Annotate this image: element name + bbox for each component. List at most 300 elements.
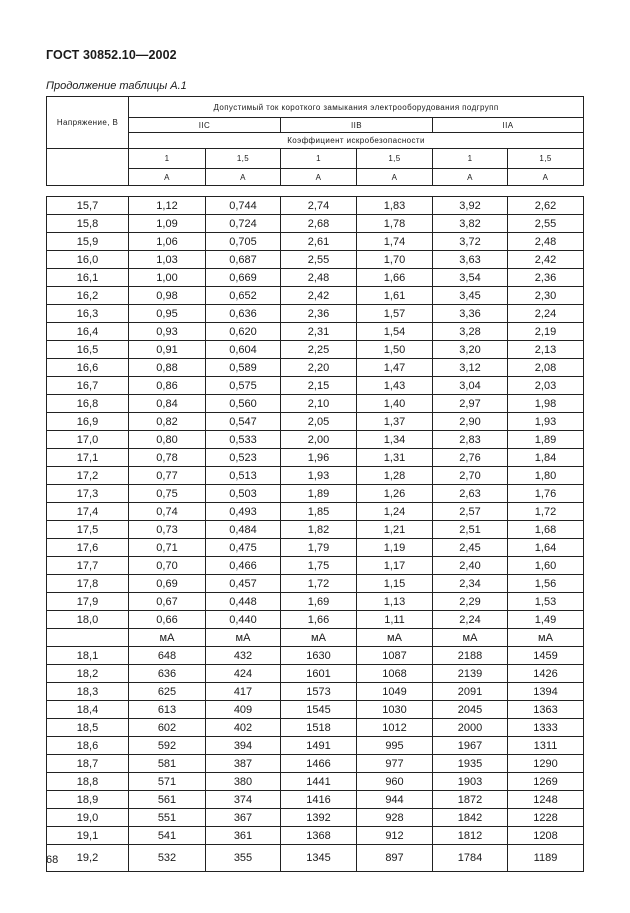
current-cell: 1030	[357, 701, 433, 719]
voltage-cell: 18,5	[47, 719, 129, 737]
current-cell: 1368	[281, 827, 357, 845]
current-cell: 912	[357, 827, 433, 845]
current-cell: 2,55	[508, 215, 584, 233]
voltage-cell: 17,5	[47, 521, 129, 539]
current-cell: 1,89	[508, 431, 584, 449]
current-cell: 0,620	[206, 323, 281, 341]
factor-header: 1	[281, 149, 357, 169]
table-row	[47, 323, 584, 341]
current-cell: 0,466	[206, 557, 281, 575]
current-cell: 1,28	[357, 467, 433, 485]
current-cell: 2,76	[433, 449, 508, 467]
current-cell: мА	[206, 629, 281, 647]
table-caption: Продолжение таблицы А.1	[46, 80, 187, 92]
current-cell: 613	[129, 701, 206, 719]
table-row	[47, 647, 584, 665]
current-cell: 561	[129, 791, 206, 809]
current-cell: 1,03	[129, 251, 206, 269]
current-cell: 2,24	[433, 611, 508, 629]
current-cell: 1,74	[357, 233, 433, 251]
table-row	[47, 269, 584, 287]
current-cell: 2,48	[508, 233, 584, 251]
current-cell: 1,43	[357, 377, 433, 395]
factor-header: 1,5	[508, 149, 584, 169]
table-row	[47, 521, 584, 539]
current-cell: 0,523	[206, 449, 281, 467]
table-row	[47, 827, 584, 845]
current-cell: 0,669	[206, 269, 281, 287]
current-cell: 0,503	[206, 485, 281, 503]
voltage-cell: 15,8	[47, 215, 129, 233]
current-cell: 2,25	[281, 341, 357, 359]
current-cell: 1,85	[281, 503, 357, 521]
current-cell: 2,48	[281, 269, 357, 287]
current-cell: 0,95	[129, 305, 206, 323]
unit-header: А	[433, 169, 508, 186]
current-cell: 977	[357, 755, 433, 773]
current-cell: 2,20	[281, 359, 357, 377]
table-row	[47, 359, 584, 377]
table-row	[47, 377, 584, 395]
table-row	[47, 773, 584, 791]
current-cell: 1,72	[281, 575, 357, 593]
current-cell: 1,96	[281, 449, 357, 467]
current-cell: 1,83	[357, 197, 433, 215]
current-cell: 2,45	[433, 539, 508, 557]
current-cell: 944	[357, 791, 433, 809]
current-cell: 3,82	[433, 215, 508, 233]
current-cell: 1,26	[357, 485, 433, 503]
current-cell: 1,11	[357, 611, 433, 629]
current-cell: 0,88	[129, 359, 206, 377]
current-cell: 1,34	[357, 431, 433, 449]
table-row	[47, 719, 584, 737]
voltage-cell: 16,5	[47, 341, 129, 359]
current-cell: 0,724	[206, 215, 281, 233]
table-row	[47, 503, 584, 521]
current-cell: 625	[129, 683, 206, 701]
current-cell: 1394	[508, 683, 584, 701]
voltage-cell: 17,2	[47, 467, 129, 485]
current-cell: 2,10	[281, 395, 357, 413]
current-cell: 1269	[508, 773, 584, 791]
current-cell: 1,09	[129, 215, 206, 233]
current-cell: 2,30	[508, 287, 584, 305]
current-cell: 3,12	[433, 359, 508, 377]
current-cell: 0,86	[129, 377, 206, 395]
current-cell: 361	[206, 827, 281, 845]
current-cell: 0,67	[129, 593, 206, 611]
current-cell: 2,57	[433, 503, 508, 521]
current-cell: 2139	[433, 665, 508, 683]
current-cell: 928	[357, 809, 433, 827]
current-cell: 0,84	[129, 395, 206, 413]
voltage-cell: 18,9	[47, 791, 129, 809]
table-row	[47, 431, 584, 449]
current-cell: 541	[129, 827, 206, 845]
voltage-cell: 17,6	[47, 539, 129, 557]
current-cell: 0,77	[129, 467, 206, 485]
table-row	[47, 845, 584, 872]
current-cell: 551	[129, 809, 206, 827]
data-table	[46, 196, 584, 872]
current-cell: 3,45	[433, 287, 508, 305]
current-cell: 2,55	[281, 251, 357, 269]
current-cell: 1,78	[357, 215, 433, 233]
unit-header: А	[508, 169, 584, 186]
current-cell: 0,493	[206, 503, 281, 521]
current-cell: 0,93	[129, 323, 206, 341]
factor-header: 1,5	[357, 149, 433, 169]
current-cell: 0,547	[206, 413, 281, 431]
unit-header: А	[357, 169, 433, 186]
voltage-cell: 18,8	[47, 773, 129, 791]
current-cell: 1,21	[357, 521, 433, 539]
current-cell: 1,00	[129, 269, 206, 287]
current-cell: 1,70	[357, 251, 433, 269]
current-cell: 1,06	[129, 233, 206, 251]
voltage-cell: 18,1	[47, 647, 129, 665]
voltage-cell: 16,8	[47, 395, 129, 413]
current-cell: 2,63	[433, 485, 508, 503]
table-row	[47, 791, 584, 809]
current-cell: 1,64	[508, 539, 584, 557]
current-cell: 0,75	[129, 485, 206, 503]
table-row	[47, 449, 584, 467]
voltage-cell: 18,2	[47, 665, 129, 683]
voltage-cell: 17,1	[47, 449, 129, 467]
current-cell: 2188	[433, 647, 508, 665]
current-cell: 0,484	[206, 521, 281, 539]
current-cell: 367	[206, 809, 281, 827]
current-cell: 1,54	[357, 323, 433, 341]
current-cell: 1872	[433, 791, 508, 809]
table-row	[47, 215, 584, 233]
current-cell: мА	[357, 629, 433, 647]
table-row	[47, 485, 584, 503]
current-cell: 1,66	[357, 269, 433, 287]
current-cell: 1392	[281, 809, 357, 827]
voltage-cell: 18,0	[47, 611, 129, 629]
voltage-cell: 17,7	[47, 557, 129, 575]
current-cell: 1441	[281, 773, 357, 791]
table-row	[47, 737, 584, 755]
current-cell: 2,08	[508, 359, 584, 377]
current-cell: 1049	[357, 683, 433, 701]
current-cell: 1466	[281, 755, 357, 773]
current-cell: 3,63	[433, 251, 508, 269]
current-cell: 995	[357, 737, 433, 755]
voltage-cell: 16,1	[47, 269, 129, 287]
current-cell: 380	[206, 773, 281, 791]
table-row	[47, 665, 584, 683]
voltage-cell	[47, 629, 129, 647]
current-cell: 1,40	[357, 395, 433, 413]
current-cell: 0,82	[129, 413, 206, 431]
voltage-header-spacer	[47, 169, 129, 186]
voltage-cell: 17,0	[47, 431, 129, 449]
voltage-cell: 16,3	[47, 305, 129, 323]
current-cell: 0,440	[206, 611, 281, 629]
current-cell: 3,92	[433, 197, 508, 215]
current-cell: 1068	[357, 665, 433, 683]
current-cell: 1,17	[357, 557, 433, 575]
current-cell: 1,31	[357, 449, 433, 467]
current-cell: 3,36	[433, 305, 508, 323]
safety-factor-header: Коэффициент искробезопасности	[129, 133, 584, 149]
voltage-cell: 16,0	[47, 251, 129, 269]
current-cell: 571	[129, 773, 206, 791]
unit-header: А	[281, 169, 357, 186]
current-cell: 2,13	[508, 341, 584, 359]
table-header	[46, 96, 584, 186]
current-cell: 0,705	[206, 233, 281, 251]
current-cell: 1,82	[281, 521, 357, 539]
current-cell: 1426	[508, 665, 584, 683]
current-cell: 0,74	[129, 503, 206, 521]
current-cell: 1,98	[508, 395, 584, 413]
current-cell: 0,78	[129, 449, 206, 467]
current-cell: 1,60	[508, 557, 584, 575]
table-row	[47, 683, 584, 701]
group-header-iic: IIC	[129, 118, 281, 133]
table-row	[47, 413, 584, 431]
current-cell: 0,91	[129, 341, 206, 359]
table-row	[47, 467, 584, 485]
current-cell: 1,49	[508, 611, 584, 629]
table-row	[47, 701, 584, 719]
current-cell: 2,03	[508, 377, 584, 395]
current-cell: 394	[206, 737, 281, 755]
current-cell: мА	[129, 629, 206, 647]
current-cell: 0,652	[206, 287, 281, 305]
current-cell: 960	[357, 773, 433, 791]
current-cell: 1189	[508, 845, 584, 872]
table-row	[47, 755, 584, 773]
voltage-header: Напряжение, В	[47, 97, 129, 149]
current-cell: 2,97	[433, 395, 508, 413]
factor-header: 1	[433, 149, 508, 169]
current-cell: 1,24	[357, 503, 433, 521]
current-cell: 1087	[357, 647, 433, 665]
current-cell: 3,72	[433, 233, 508, 251]
current-cell: 402	[206, 719, 281, 737]
current-cell: 2,42	[281, 287, 357, 305]
current-cell: 2091	[433, 683, 508, 701]
current-cell: 1,13	[357, 593, 433, 611]
unit-header: А	[129, 169, 206, 186]
current-cell: 1,76	[508, 485, 584, 503]
current-cell: 355	[206, 845, 281, 872]
current-cell: 1,47	[357, 359, 433, 377]
current-cell: 1,72	[508, 503, 584, 521]
current-cell: 2,51	[433, 521, 508, 539]
current-cell: 1,84	[508, 449, 584, 467]
current-cell: 532	[129, 845, 206, 872]
current-cell: 2,24	[508, 305, 584, 323]
current-cell: 1416	[281, 791, 357, 809]
current-cell: 2,36	[281, 305, 357, 323]
current-cell: 0,457	[206, 575, 281, 593]
current-cell: 1,80	[508, 467, 584, 485]
table-row	[47, 575, 584, 593]
current-cell: 1,61	[357, 287, 433, 305]
current-cell: 2000	[433, 719, 508, 737]
page-number: 68	[46, 854, 59, 866]
current-cell: 2,68	[281, 215, 357, 233]
voltage-cell: 19,2	[47, 845, 129, 872]
current-cell: 0,575	[206, 377, 281, 395]
voltage-cell: 17,8	[47, 575, 129, 593]
current-cell: 648	[129, 647, 206, 665]
current-cell: 1903	[433, 773, 508, 791]
current-cell: 1,12	[129, 197, 206, 215]
current-cell: 2,05	[281, 413, 357, 431]
voltage-cell: 19,0	[47, 809, 129, 827]
current-cell: мА	[433, 629, 508, 647]
current-cell: 0,70	[129, 557, 206, 575]
current-cell: 0,475	[206, 539, 281, 557]
current-cell: 1208	[508, 827, 584, 845]
table-row	[47, 197, 584, 215]
current-cell: 3,54	[433, 269, 508, 287]
current-cell: 2045	[433, 701, 508, 719]
current-cell: 1228	[508, 809, 584, 827]
group-title-header: Допустимый ток короткого замыкания электрооборудования подгрупп	[129, 97, 584, 118]
table-row	[47, 287, 584, 305]
group-header-iib: IIB	[281, 118, 433, 133]
current-cell: 1333	[508, 719, 584, 737]
voltage-cell: 18,6	[47, 737, 129, 755]
current-cell: 417	[206, 683, 281, 701]
current-cell: 1,79	[281, 539, 357, 557]
document-title: ГОСТ 30852.10—2002	[46, 48, 177, 62]
current-cell: 1,19	[357, 539, 433, 557]
current-cell: 1363	[508, 701, 584, 719]
table-row	[47, 233, 584, 251]
voltage-cell: 17,3	[47, 485, 129, 503]
current-cell: 2,83	[433, 431, 508, 449]
current-cell: 1842	[433, 809, 508, 827]
current-cell: 1,69	[281, 593, 357, 611]
current-cell: 1,50	[357, 341, 433, 359]
current-cell: 1545	[281, 701, 357, 719]
current-cell: 636	[129, 665, 206, 683]
current-cell: 2,34	[433, 575, 508, 593]
current-cell: 2,31	[281, 323, 357, 341]
current-cell: 1967	[433, 737, 508, 755]
current-cell: 2,19	[508, 323, 584, 341]
current-cell: 3,20	[433, 341, 508, 359]
current-cell: 1345	[281, 845, 357, 872]
current-cell: 0,80	[129, 431, 206, 449]
current-cell: 1,15	[357, 575, 433, 593]
table-row	[47, 611, 584, 629]
current-cell: 0,66	[129, 611, 206, 629]
current-cell: 0,744	[206, 197, 281, 215]
current-cell: 387	[206, 755, 281, 773]
current-cell: 0,513	[206, 467, 281, 485]
current-cell: 592	[129, 737, 206, 755]
current-cell: 2,15	[281, 377, 357, 395]
current-cell: 2,00	[281, 431, 357, 449]
table-row	[47, 395, 584, 413]
current-cell: 1812	[433, 827, 508, 845]
voltage-header-spacer	[47, 149, 129, 169]
current-cell: 2,74	[281, 197, 357, 215]
current-cell: 3,04	[433, 377, 508, 395]
current-cell: 432	[206, 647, 281, 665]
table-row	[47, 809, 584, 827]
current-cell: 897	[357, 845, 433, 872]
current-cell: 0,73	[129, 521, 206, 539]
current-cell: 1518	[281, 719, 357, 737]
voltage-cell: 15,9	[47, 233, 129, 251]
current-cell: 409	[206, 701, 281, 719]
current-cell: 581	[129, 755, 206, 773]
factor-header: 1,5	[206, 149, 281, 169]
current-cell: 2,90	[433, 413, 508, 431]
voltage-cell: 16,6	[47, 359, 129, 377]
current-cell: 0,589	[206, 359, 281, 377]
current-cell: 0,98	[129, 287, 206, 305]
voltage-cell: 19,1	[47, 827, 129, 845]
voltage-cell: 16,7	[47, 377, 129, 395]
current-cell: 0,687	[206, 251, 281, 269]
voltage-cell: 18,4	[47, 701, 129, 719]
voltage-cell: 18,3	[47, 683, 129, 701]
factor-header: 1	[129, 149, 206, 169]
table-row	[47, 557, 584, 575]
current-cell: 1,57	[357, 305, 433, 323]
current-cell: 2,61	[281, 233, 357, 251]
current-cell: 2,36	[508, 269, 584, 287]
voltage-cell: 16,9	[47, 413, 129, 431]
voltage-cell: 17,4	[47, 503, 129, 521]
voltage-cell: 16,4	[47, 323, 129, 341]
current-cell: 1,68	[508, 521, 584, 539]
voltage-cell: 17,9	[47, 593, 129, 611]
table-row	[47, 305, 584, 323]
table-row	[47, 251, 584, 269]
table-row	[47, 539, 584, 557]
current-cell: 1248	[508, 791, 584, 809]
current-cell: 1,93	[508, 413, 584, 431]
current-cell: 2,29	[433, 593, 508, 611]
voltage-cell: 16,2	[47, 287, 129, 305]
current-cell: 0,71	[129, 539, 206, 557]
current-cell: мА	[508, 629, 584, 647]
current-cell: 2,62	[508, 197, 584, 215]
current-cell: 0,560	[206, 395, 281, 413]
current-cell: 2,70	[433, 467, 508, 485]
current-cell: 1,66	[281, 611, 357, 629]
group-header-iia: IIA	[433, 118, 584, 133]
current-cell: 1311	[508, 737, 584, 755]
current-cell: 1290	[508, 755, 584, 773]
current-cell: 1630	[281, 647, 357, 665]
current-cell: 1935	[433, 755, 508, 773]
current-cell: 602	[129, 719, 206, 737]
current-cell: мА	[281, 629, 357, 647]
current-cell: 1573	[281, 683, 357, 701]
voltage-cell: 18,7	[47, 755, 129, 773]
current-cell: 0,69	[129, 575, 206, 593]
current-cell: 1012	[357, 719, 433, 737]
current-cell: 2,40	[433, 557, 508, 575]
current-cell: 1,75	[281, 557, 357, 575]
table-row	[47, 629, 584, 647]
